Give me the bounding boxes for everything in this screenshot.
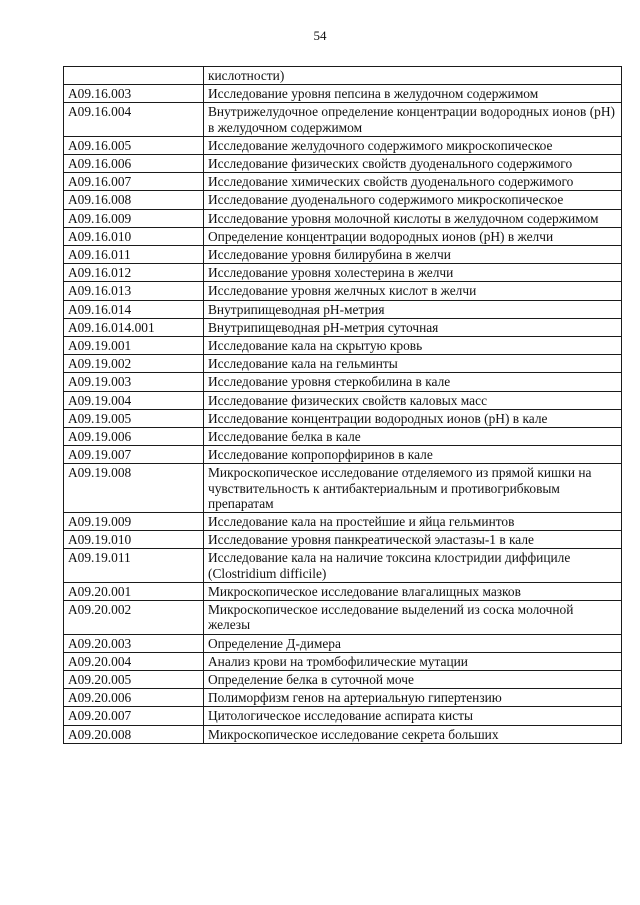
service-name-cell: Исследование кала на гельминты [204,355,622,373]
table-row [64,409,622,427]
service-name-cell: Микроскопическое исследование секрета больших [204,725,622,743]
service-code-cell: A09.19.007 [64,446,204,464]
table-row [64,391,622,409]
service-code-cell: A09.20.003 [64,634,204,652]
services-table [63,66,622,744]
service-name-cell: Исследование желудочного содержимого микроскопическое [204,136,622,154]
service-name-cell: Внутрижелудочное определение концентрации водородных ионов (pH) в желудочном содержимом [204,103,622,136]
table-row [64,689,622,707]
service-code-cell: A09.19.009 [64,513,204,531]
service-name-cell: Исследование уровня пепсина в желудочном содержимом [204,85,622,103]
table-row [64,582,622,600]
service-name-cell: Исследование физических свойств дуоденального содержимого [204,155,622,173]
table-row [64,136,622,154]
table-row [64,464,622,513]
service-code-cell: A09.16.004 [64,103,204,136]
service-code-cell: A09.19.002 [64,355,204,373]
service-name-cell: Исследование уровня панкреатической эластазы-1 в кале [204,531,622,549]
service-code-cell: A09.19.005 [64,409,204,427]
table-row [64,670,622,688]
service-code-cell: A09.20.001 [64,582,204,600]
service-code-cell: A09.16.013 [64,282,204,300]
service-name-cell: Исследование белка в кале [204,428,622,446]
service-name-cell: Цитологическое исследование аспирата кисты [204,707,622,725]
service-code-cell: A09.16.011 [64,246,204,264]
service-code-cell: A09.19.003 [64,373,204,391]
table-row [64,355,622,373]
service-code-cell: A09.20.005 [64,670,204,688]
service-code-cell: A09.16.005 [64,136,204,154]
service-name-cell: Исследование уровня стеркобилина в кале [204,373,622,391]
table-row [64,446,622,464]
service-name-cell: Анализ крови на тромбофилические мутации [204,652,622,670]
table-row [64,282,622,300]
service-name-cell: Микроскопическое исследование отделяемого из прямой кишки на чувствительность к антибактериальным и противогрибковым препаратам [204,464,622,513]
table-row [64,428,622,446]
service-name-cell: Внутрипищеводная pH-метрия [204,300,622,318]
service-name-cell: Исследование кала на наличие токсина клостридии диффициле (Clostridium difficile) [204,549,622,582]
table-row [64,103,622,136]
service-code-cell: A09.16.009 [64,209,204,227]
table-row [64,634,622,652]
table-row [64,246,622,264]
service-code-cell: A09.16.008 [64,191,204,209]
service-code-cell: A09.16.014.001 [64,318,204,336]
service-code-cell: A09.20.006 [64,689,204,707]
table-row [64,549,622,582]
table-row [64,227,622,245]
service-code-cell: A09.19.004 [64,391,204,409]
table-row [64,67,622,85]
service-name-cell: Исследование кала на скрытую кровь [204,337,622,355]
service-code-cell: A09.16.012 [64,264,204,282]
table-row [64,264,622,282]
service-name-cell: Исследование уровня билирубина в желчи [204,246,622,264]
service-name-cell: кислотности) [204,67,622,85]
service-code-cell: A09.16.010 [64,227,204,245]
table-row [64,337,622,355]
service-code-cell: A09.16.007 [64,173,204,191]
table-row [64,513,622,531]
service-code-cell: A09.16.003 [64,85,204,103]
service-code-cell: A09.19.001 [64,337,204,355]
table-row [64,300,622,318]
service-code-cell: A09.19.008 [64,464,204,513]
service-code-cell [64,67,204,85]
service-code-cell: A09.16.006 [64,155,204,173]
service-name-cell: Определение белка в суточной моче [204,670,622,688]
table-row [64,652,622,670]
table-row [64,155,622,173]
table-row [64,85,622,103]
service-code-cell: A09.19.011 [64,549,204,582]
service-code-cell: A09.20.008 [64,725,204,743]
table-row [64,725,622,743]
service-name-cell: Исследование копропорфиринов в кале [204,446,622,464]
table-row [64,173,622,191]
service-code-cell: A09.20.002 [64,601,204,634]
service-name-cell: Исследование уровня желчных кислот в желчи [204,282,622,300]
page-number: 54 [313,28,327,43]
service-name-cell: Исследование уровня молочной кислоты в желудочном содержимом [204,209,622,227]
table-row [64,373,622,391]
table-row [64,191,622,209]
service-code-cell: A09.19.010 [64,531,204,549]
table-row [64,209,622,227]
table-row [64,707,622,725]
service-name-cell: Определение Д-димера [204,634,622,652]
service-code-cell: A09.20.004 [64,652,204,670]
service-name-cell: Исследование химических свойств дуоденального содержимого [204,173,622,191]
service-code-cell: A09.20.007 [64,707,204,725]
service-name-cell: Внутрипищеводная pH-метрия суточная [204,318,622,336]
service-name-cell: Микроскопическое исследование влагалищных мазков [204,582,622,600]
service-name-cell: Определение концентрации водородных ионов (pH) в желчи [204,227,622,245]
service-name-cell: Исследование концентрации водородных ионов (pH) в кале [204,409,622,427]
service-code-cell: A09.16.014 [64,300,204,318]
service-name-cell: Исследование физических свойств каловых масс [204,391,622,409]
service-name-cell: Исследование уровня холестерина в желчи [204,264,622,282]
table-row [64,601,622,634]
service-name-cell: Микроскопическое исследование выделений из соска молочной железы [204,601,622,634]
service-name-cell: Исследование кала на простейшие и яйца гельминтов [204,513,622,531]
service-name-cell: Исследование дуоденального содержимого микроскопическое [204,191,622,209]
service-code-cell: A09.19.006 [64,428,204,446]
services-table-body [64,67,622,744]
table-row [64,531,622,549]
table-row [64,318,622,336]
service-name-cell: Полиморфизм генов на артериальную гипертензию [204,689,622,707]
